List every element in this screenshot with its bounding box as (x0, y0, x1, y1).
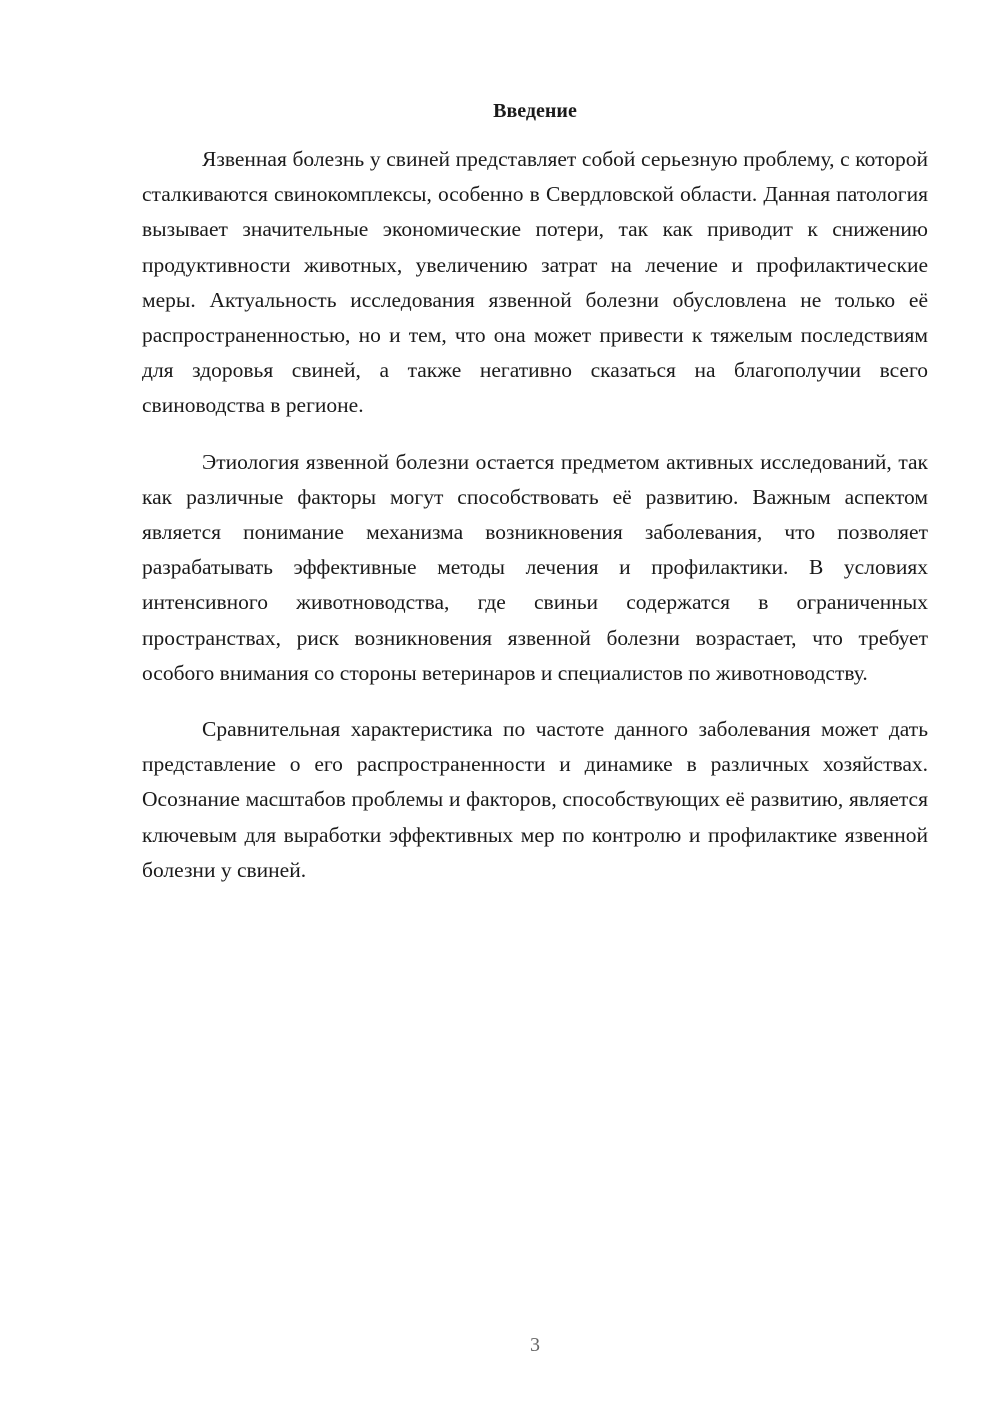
paragraph-etiology: Этиология язвенной болезни остается предметом активных исследований, так как различные факторы могут способствовать её развитию. Важным аспектом является понимание механизма возникновения заболевания, что позволяет разрабатывать эффективные методы лечения и профилактики. В условиях интенсивного животноводства, где свиньи содержатся в ограниченных пространствах, риск возникновения язвенной болезни возрастает, что требует особого внимания со стороны ветеринаров и специалистов по животноводству. (142, 449, 928, 685)
page-title: Введение (493, 100, 577, 122)
page-number: 3 (530, 1334, 540, 1356)
paragraph-comparison: Сравнительная характеристика по частоте данного заболевания может дать представление о его распространенности и динамике в различных хозяйствах. Осознание масштабов проблемы и факторов, способствующих её развитию, является ключевым для выработки эффективных мер по контролю и профилактике язвенной болезни у свиней. (142, 717, 928, 882)
document-body (142, 142, 928, 909)
paragraph-relevance: Язвенная болезнь у свиней представляет собой серьезную проблему, с которой сталкиваются свинокомплексы, особенно в Свердловской области. Данная патология вызывает значительные экономические потери, так как приводит к снижению продуктивности животных, увеличению затрат на лечение и профилактические меры. Актуальность исследования язвенной болезни обусловлена не только её распространенностью, но и тем, что она может привести к тяжелым последствиям для здоровья свиней, а также негативно сказаться на благополучии всего свиноводства в регионе. (142, 147, 928, 418)
